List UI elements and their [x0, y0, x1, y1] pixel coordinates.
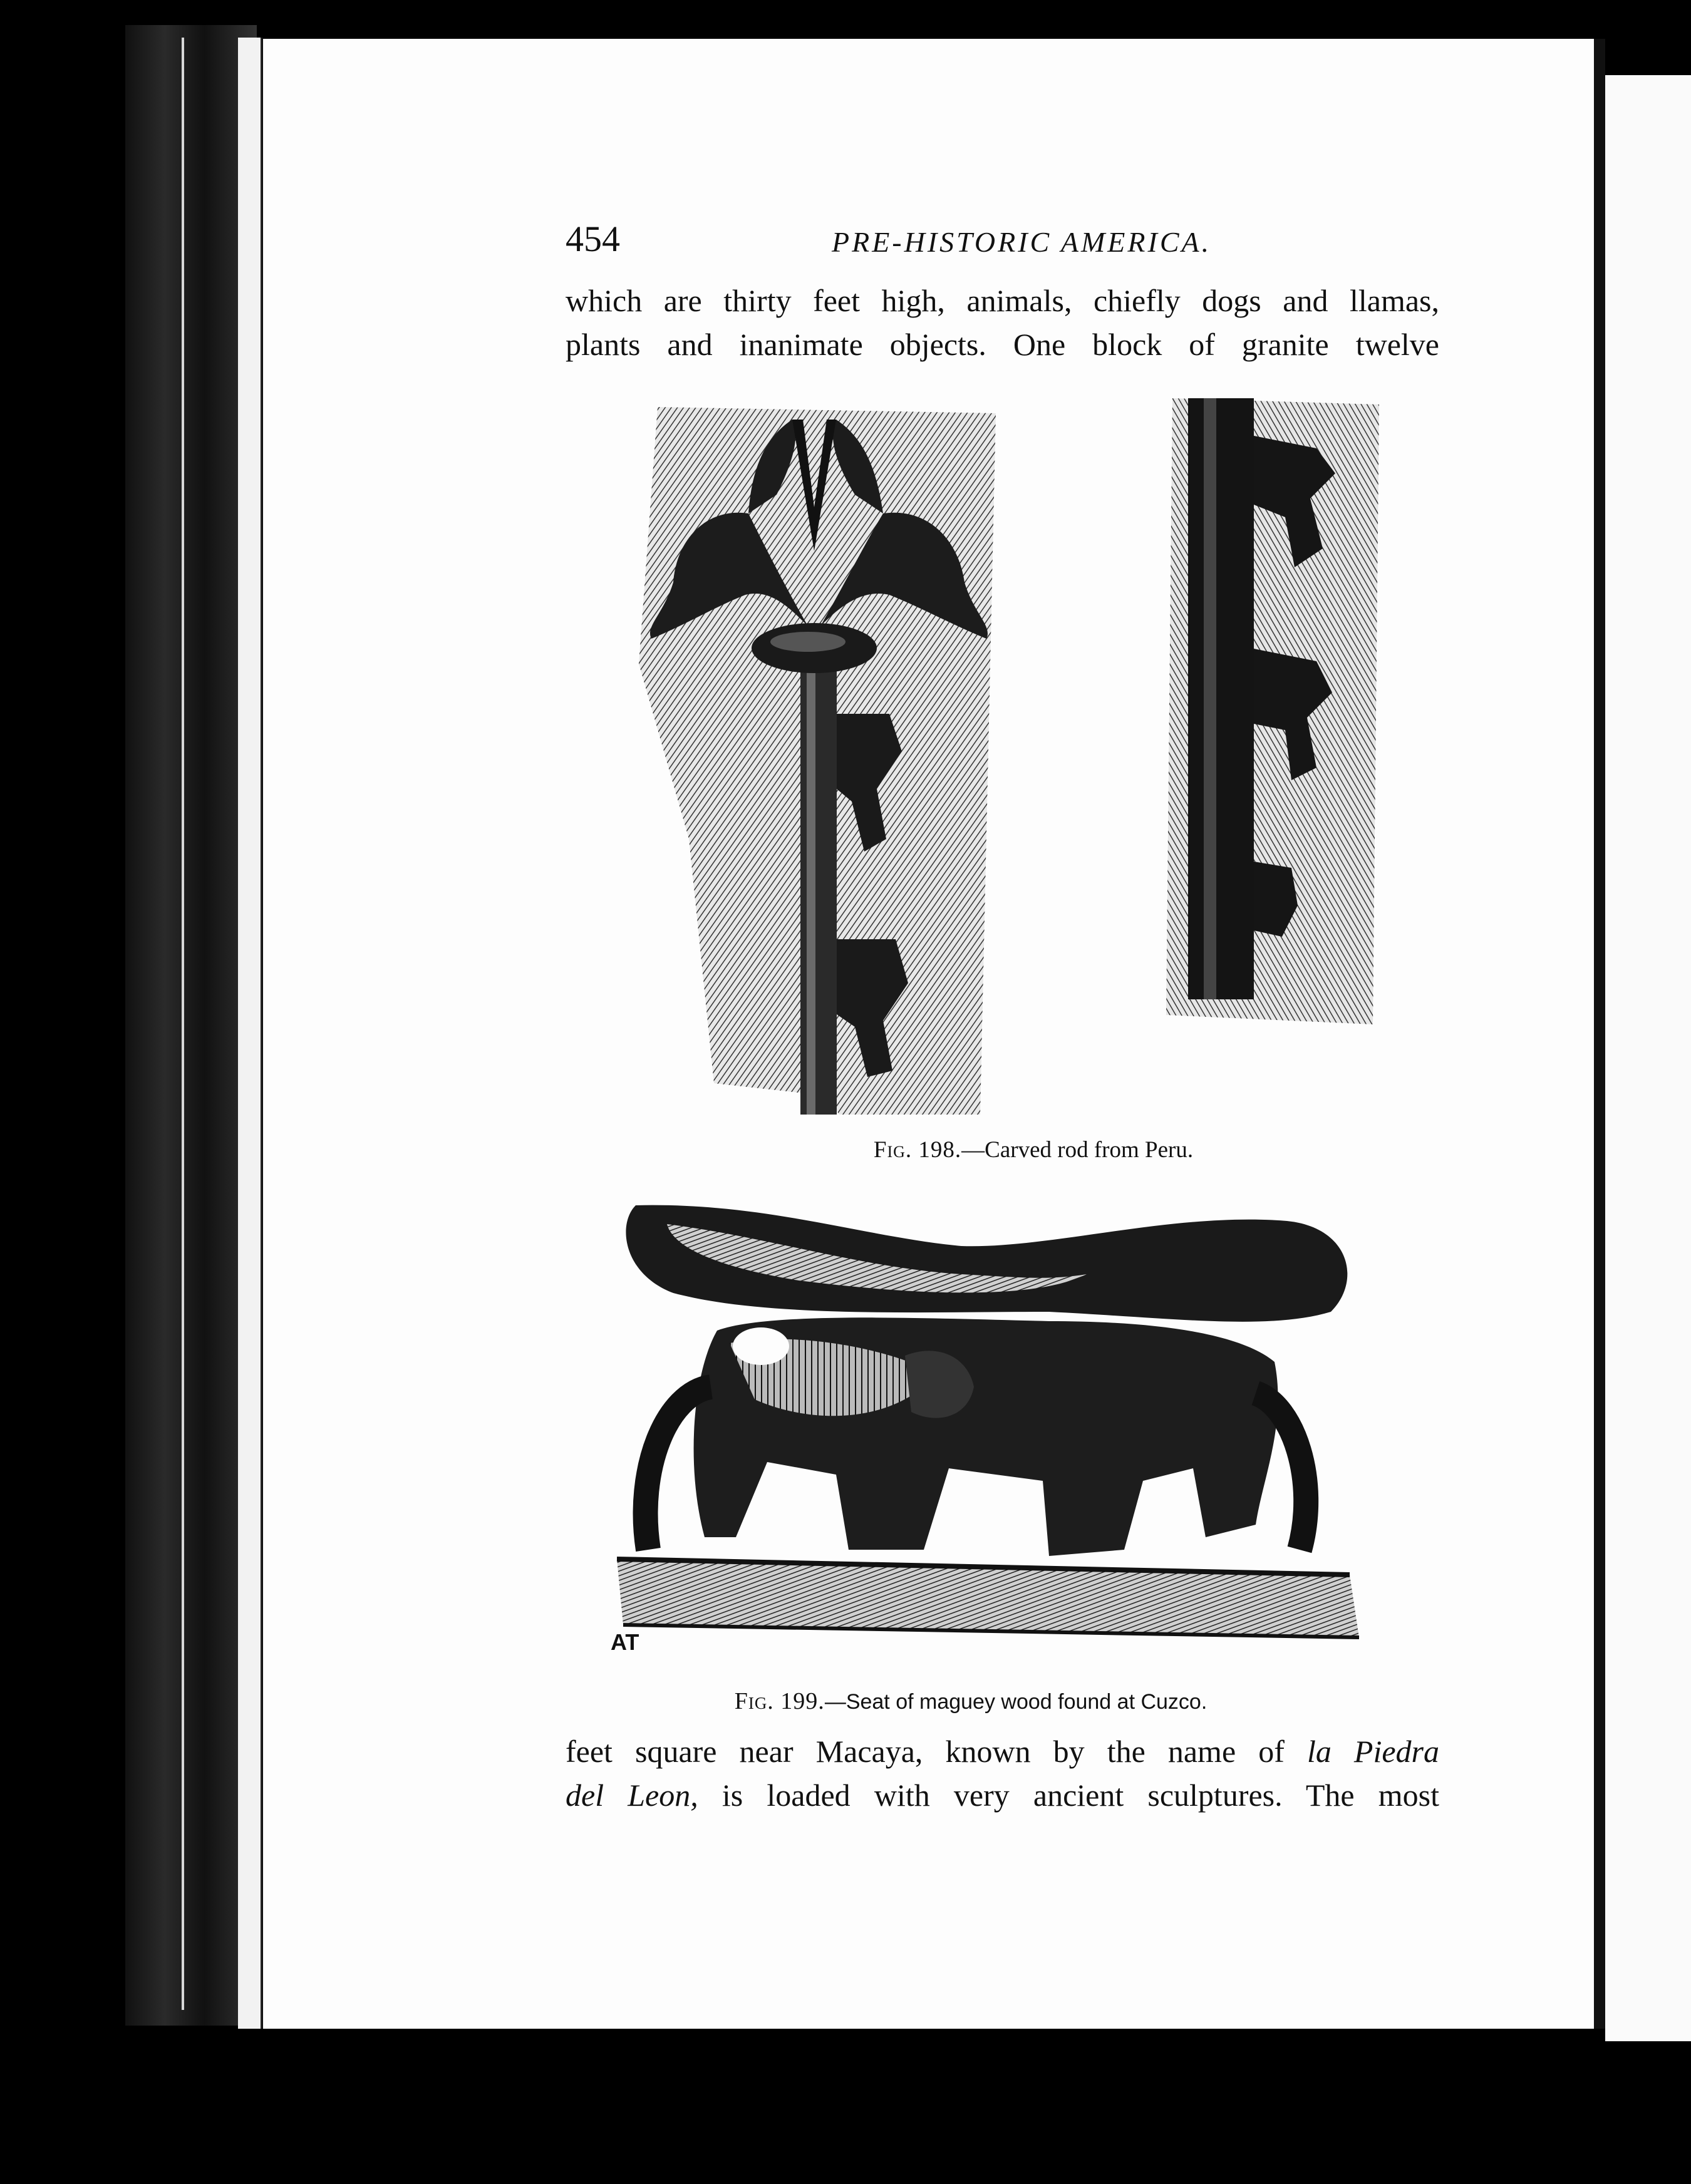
- body-line-4-italic: del Leon,: [566, 1778, 698, 1813]
- book-spine: [125, 25, 257, 2026]
- body-line-3-text: feet square near Macaya, known by the name of: [566, 1734, 1285, 1769]
- fig-199-seat-illustration: [611, 1187, 1362, 1675]
- body-line-2: plants and inanimate objects. One block of granite twelve: [566, 327, 1439, 362]
- body-line-3: [566, 1731, 1439, 1772]
- fig-198-label: Fig. 198.: [873, 1137, 962, 1163]
- body-line-4-text: is loaded with very ancient sculptures. The most: [721, 1778, 1440, 1813]
- fig-199-label: Fig. 199.: [734, 1688, 825, 1714]
- fig-199-caption: [664, 1687, 1278, 1715]
- fig-198-rod-front-illustration: [639, 401, 999, 1121]
- page-number: 454: [566, 219, 620, 259]
- fig-198-rod-side-illustration: [1166, 398, 1382, 1024]
- facing-page-edge: [1605, 75, 1691, 2041]
- page-gutter-edge: [238, 38, 262, 2029]
- fig-199-caption-text: —Seat of maguey wood found at Cuzco.: [824, 1690, 1207, 1714]
- running-head: PRE-HISTORIC AMERICA.: [832, 226, 1212, 258]
- page-header: [566, 218, 1480, 262]
- fig-198-caption: [783, 1136, 1284, 1163]
- body-line-4: [566, 1775, 1439, 1816]
- engraver-mark: AT: [611, 1629, 639, 1655]
- body-line-1: which are thirty feet high, animals, chiefly dogs and llamas,: [566, 283, 1439, 318]
- fig-198-caption-text: —Carved rod from Peru.: [961, 1137, 1194, 1163]
- page-right-edge: [1594, 39, 1605, 2029]
- binding-line: [182, 38, 184, 2010]
- body-line-3-italic: la Piedra: [1306, 1734, 1439, 1769]
